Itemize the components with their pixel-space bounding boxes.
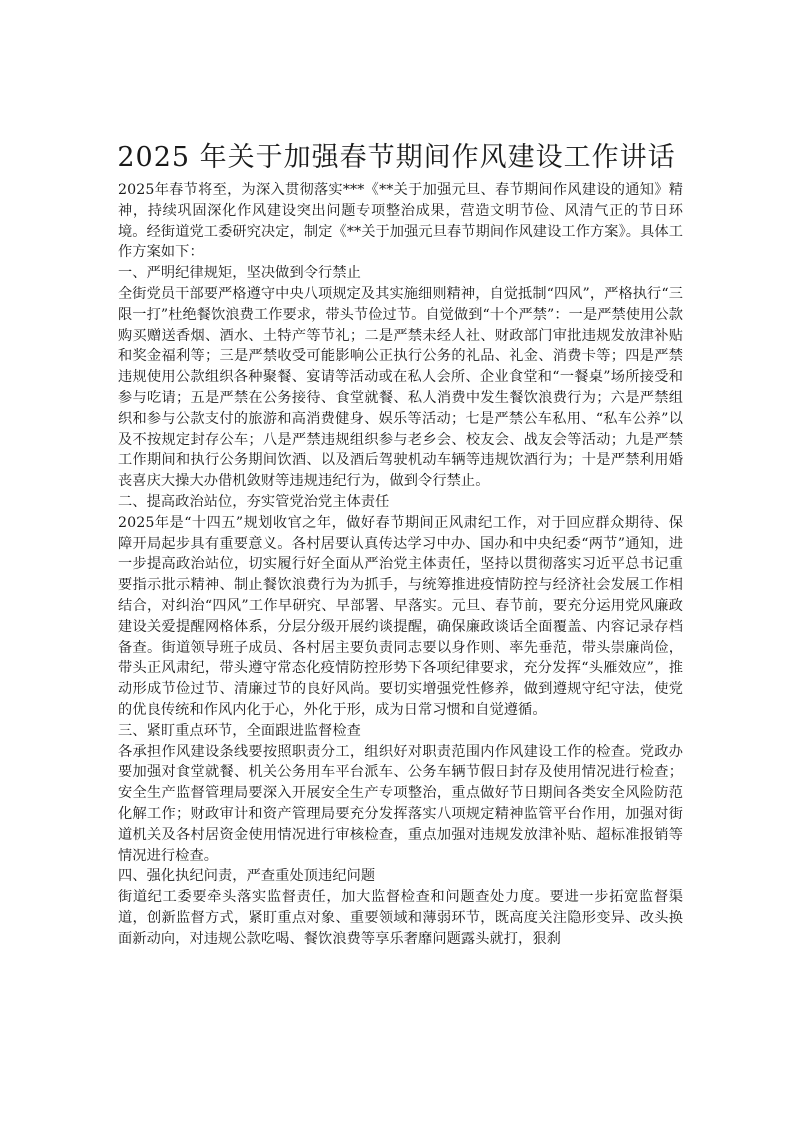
section-paragraph-1: 全街党员干部要严格遵守中央八项规定及其实施细则精神，自觉抵制“四风”，严格执行“三限一打”杜绝餐饮浪费工作要求，带头节俭过节。自觉做到“十个严禁”：一是严禁使用公款购买赠送香烟、酒水、土特产等节礼；二是严禁未经人社、财政部门审批违规发放津补贴和奖金福利等；三是严禁收受可能影响公正执行公务的礼品、礼金、消费卡等；四是严禁违规使用公款组织各种聚餐、宴请等活动或在私人会所、企业食堂和“一餐桌”场所接受和参与吃请；五是严禁在公务接待、食堂就餐、私人消费中发生餐饮浪费行为；六是严禁组织和参与公款支付的旅游和高消费健身、娱乐等活动；七是严禁公车私用、“私车公养”以及不按规定封存公车；八是严禁违规组织参与老乡会、校友会、战友会等活动；九是严禁工作期间和执行公务期间饮酒、以及酒后驾驶机动车辆等违规饮酒行为；十是严禁利用婚丧喜庆大操大办借机敛财等违规违纪行为，做到令行禁止。 xyxy=(118,285,683,490)
intro-paragraph: 2025年春节将至，为深入贯彻落实***《**关于加强元旦、春节期间作风建设的通知》精神，持续巩固深化作风建设突出问题专项整治成果，营造文明节俭、风清气正的节日环境。经街道党工委研究决定，制定《**关于加强元旦春节期间作风建设工作方案》。具体工作方案如下： xyxy=(118,182,683,261)
section-heading-2: 二、提高政治站位，夯实管党治党主体责任 xyxy=(118,493,390,510)
section-paragraph-3: 各承担作风建设条线要按照职责分工，组织好对职责范围内作风建设工作的检查。党政办要加强对食堂就餐、机关公务用车平台派车、公务车辆节假日封存及使用情况进行检查；安全生产监督管理局要深入开展安全生产专项整治，重点做好节日期间各类安全风险防范化解工作；财政审计和资产管理局要充分发挥落实八项规定精神监管平台作用，加强对街道机关及各村居资金使用情况进行审核检查，重点加强对违规发放津补贴、超标准报销等情况进行检查。 xyxy=(118,743,683,864)
section-heading-1: 一、严明纪律规矩，坚决做到令行禁止 xyxy=(118,265,361,282)
section-heading-4: 四、强化执纪问责，严查重处顶违纪问题 xyxy=(118,868,376,885)
section-paragraph-2: 2025年是“十四五”规划收官之年，做好春节期间正风肃纪工作，对于回应群众期待、保障开局起步具有重要意义。各村居要认真传达学习中办、国办和中央纪委“两节”通知，进一步提高政治站位，切实履行好全面从严治党主体责任，坚持以贯彻落实习近平总书记重要指示批示精神、制止餐饮浪费行为为抓手，与统筹推进疫情防控与经济社会发展工作相结合，对纠治“四风”工作早研究、早部署、早落实。元旦、春节前，要充分运用党风廉政建设关爱提醒网格体系，分层分级开展约谈提醒，确保廉政谈话全面覆盖、内容记录存档备查。街道领导班子成员、各村居主要负责同志要以身作则、率先垂范，带头崇廉尚俭，带头正风肃纪，带头遵守常态化疫情防控形势下各项纪律要求，充分发挥“头雁效应”，推动形成节俭过节、清廉过节的良好风尚。要切实增强党性修养，做到遵规守纪守法，使党的优良传统和作风内化于心，外化于形，成为日常习惯和自觉遵循。 xyxy=(118,514,683,718)
document-body xyxy=(118,180,683,949)
document-title: 2025 年关于加强春节期间作风建设工作讲话 xyxy=(117,142,676,173)
section-heading-3: 三、紧盯重点环节，全面跟进监督检查 xyxy=(118,722,361,739)
section-paragraph-4: 街道纪工委要牵头落实监督责任，加大监督检查和问题查处力度。要进一步拓宽监督渠道，创新监督方式，紧盯重点对象、重要领域和薄弱环节，既高度关注隐形变异、改头换面新动向，对违规公款吃喝、餐饮浪费等享乐奢靡问题露头就打，狠刹 xyxy=(118,889,683,947)
